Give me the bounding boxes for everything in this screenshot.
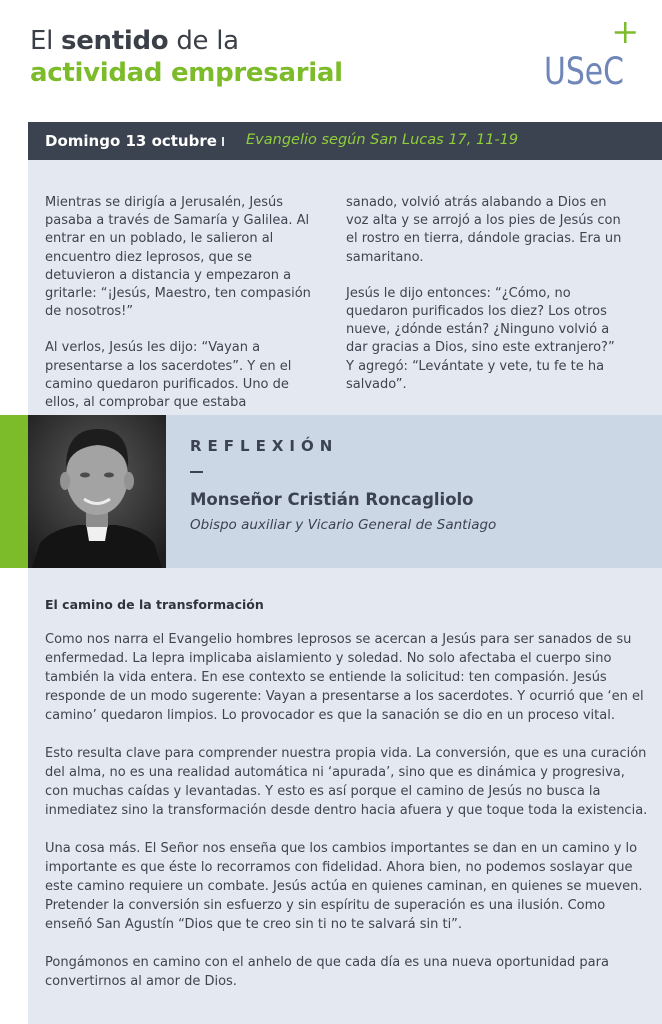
gospel-reading <box>28 160 662 415</box>
author-portrait-image <box>28 415 166 568</box>
author-role: Obispo auxiliar y Vicario General de Santiago <box>190 517 497 533</box>
author-photo <box>28 415 166 568</box>
reflection-label: REFLEXIÓN <box>190 437 339 455</box>
reflection-panel <box>166 415 662 568</box>
reading-column-right <box>346 194 626 412</box>
reading-paragraph: sanado, volvió atrás alabando a Dios en voz alta y se arrojó a los pies de Jesús con el rostro en tierra, dándole gracias. Era un samaritano. <box>346 195 622 265</box>
page-header <box>0 0 662 122</box>
article-paragraph: Pongámonos en camino con el anhelo de que cada día es una nueva oportunidad para convertirnos al amor de Dios. <box>45 955 609 989</box>
article-body <box>45 630 649 1010</box>
svg-text:USeC: USeC <box>544 50 624 93</box>
page-title-line1: El sentido de la <box>30 26 239 56</box>
reading-paragraph: Mientras se dirigía a Jerusalén, Jesús pasaba a través de Samaría y Galilea. Al entrar en un poblado, le salieron al encuentro diez leprosos, que se detuvieron a distancia y empezaron a gritarle: “¡Jesús, Maestro, ten compasión de nosotros!” <box>45 195 311 320</box>
usec-logo <box>544 22 640 94</box>
article-paragraph: Esto resulta clave para comprender nuestra propia vida. La conversión, que es una curación del alma, no es una realidad automática ni ‘apurada’, sino que es dinámica y progresiva, con muchas caídas y levantadas. Y esto es así porque el camino de Jesús no busca la inmediatez sino la transformación desde dentro hacia afuera y que toque toda la existencia. <box>45 746 648 818</box>
reading-paragraph: Al verlos, Jesús les dijo: “Vayan a presentarse a los sacerdotes”. Y en el camino quedaron purificados. Uno de ellos, al comprobar que estaba <box>45 340 292 411</box>
reading-paragraph: Jesús le dijo entonces: “¿Cómo, no quedaron purificados los diez? Los otros nueve, ¿dónde están? ¿Ninguno volvió a dar gracias a Dios, sino este extranjero?” Y agregó: “Levántate y vete, tu fe te ha salvado”. <box>346 285 615 392</box>
article-heading: El camino de la transformación <box>45 597 264 612</box>
article-section <box>28 568 662 1024</box>
page-title-line2: actividad empresarial <box>30 58 343 88</box>
article-paragraph: Una cosa más. El Señor nos enseña que los cambios importantes se dan en un camino y lo importante es que éste lo recorramos con fidelidad. Ahora bien, no podemos soslayar que este camino requiere un combate. Jesús actúa en quienes caminan, en quienes se mueven. Pretender la conversión sin esfuerzo y sin espíritu de superación es una ilusión. Como enseñó San Agustín “Dios que te creo sin ti no te salvará sin ti”. <box>45 841 643 932</box>
article-paragraph: Como nos narra el Evangelio hombres leprosos se acercan a Jesús para ser sanados de su enfermedad. La lepra implicaba aislamiento y soledad. No solo afectaba el cuerpo sino también la vida entera. En ese contexto se entiende la solicitud: ten compasión. Jesús responde de un modo sugerente: Vayan a presentarse a los sacerdotes. Y ocurrió que ‘en el camino’ quedaron limpios. Lo provocador es que la sanación se dio en un proceso vital. <box>45 632 644 723</box>
author-name: Monseñor Cristián Roncagliolo <box>190 490 474 509</box>
accent-strip <box>0 415 28 568</box>
reading-column-left <box>45 194 325 430</box>
date-label: Domingo 13 octubre <box>45 132 217 150</box>
reflection-divider <box>190 471 203 473</box>
gospel-reference: Evangelio según San Lucas 17, 11-19 <box>246 132 519 148</box>
date-bar <box>28 122 662 160</box>
separator <box>222 137 224 146</box>
